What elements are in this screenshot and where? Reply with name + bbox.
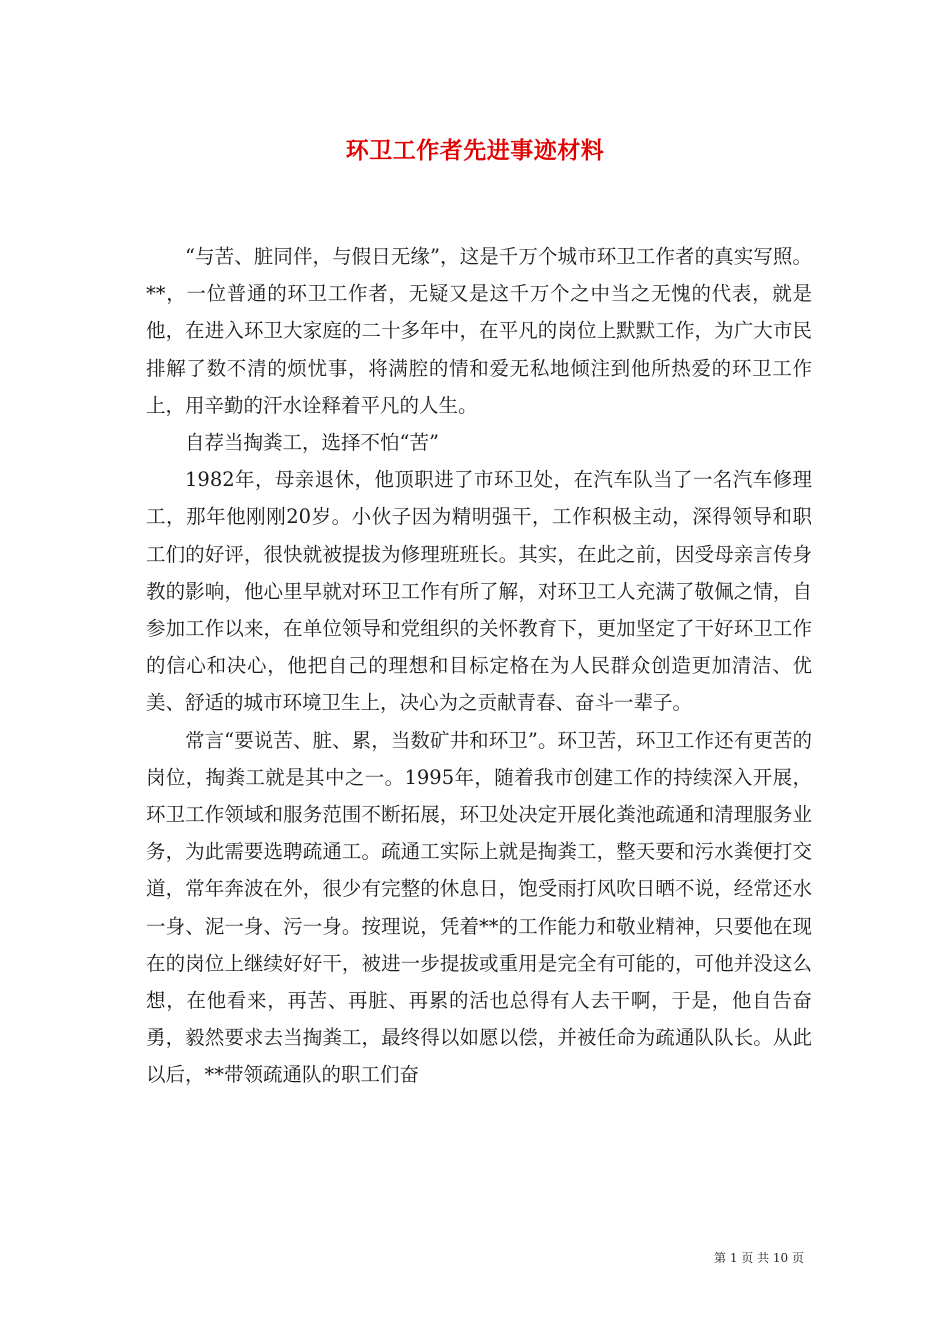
- section-heading: 自荐当掏粪工，选择不怕“苦”: [185, 431, 439, 455]
- paragraph-intro: “与苦、脏同伴，与假日无缘”，这是千万个城市环卫工作者的真实写照。**，一位普通的环卫工作者，无疑又是这千万个之中当之无愧的代表，就是他，在进入环卫大家庭的二十多年中，在平凡的岗位上默默工作，为广大市民排解了数不清的烦忧事，将满腔的情和爱无私地倾注到他所热爱的环卫工作上，用辛勤的汗水诠释着平凡的人生。: [146, 245, 812, 417]
- document-body: [146, 238, 812, 1094]
- document-title: 环卫工作者先进事迹材料: [345, 137, 605, 164]
- page-number-footer: 第 1 页 共 10 页: [714, 1251, 804, 1265]
- paragraph-1995: 常言“要说苦、脏、累，当数矿井和环卫”。环卫苦，环卫工作还有更苦的岗位，掏粪工就是其中之一。1995年，随着我市创建工作的持续深入开展，环卫工作领域和服务范围不断拓展，环卫处决定开展化粪池疏通和清理服务业务，为此需要选聘疏通工。疏通工实际上就是掏粪工，整天要和污水粪便打交道，常年奔波在外，很少有完整的休息日，饱受雨打风吹日晒不说，经常还水一身、泥一身、污一身。按理说，凭着**的工作能力和敬业精神，只要他在现在的岗位上继续好好干，被进一步提拔或重用是完全有可能的，可他并没这么想，在他看来，再苦、再脏、再累的活也总得有人去干啊，于是，他自告奋勇，毅然要求去当掏粪工，最终得以如愿以偿，并被任命为疏通队队长。从此以后，**带领疏通队的职工们奋: [146, 728, 812, 1087]
- paragraph-1982: 1982年，母亲退休，他顶职进了市环卫处，在汽车队当了一名汽车修理工，那年他刚刚20岁。小伙子因为精明强干，工作积极主动，深得领导和职工们的好评，很快就被提拔为修理班班长。其实，在此之前，因受母亲言传身教的影响，他心里早就对环卫工作有所了解，对环卫工人充满了敬佩之情，自参加工作以来，在单位领导和党组织的关怀教育下，更加坚定了干好环卫工作的信心和决心，他把自己的理想和目标定格在为人民群众创造更加清洁、优美、舒适的城市环境卫生上，决心为之贡献青春、奋斗一辈子。: [146, 468, 812, 715]
